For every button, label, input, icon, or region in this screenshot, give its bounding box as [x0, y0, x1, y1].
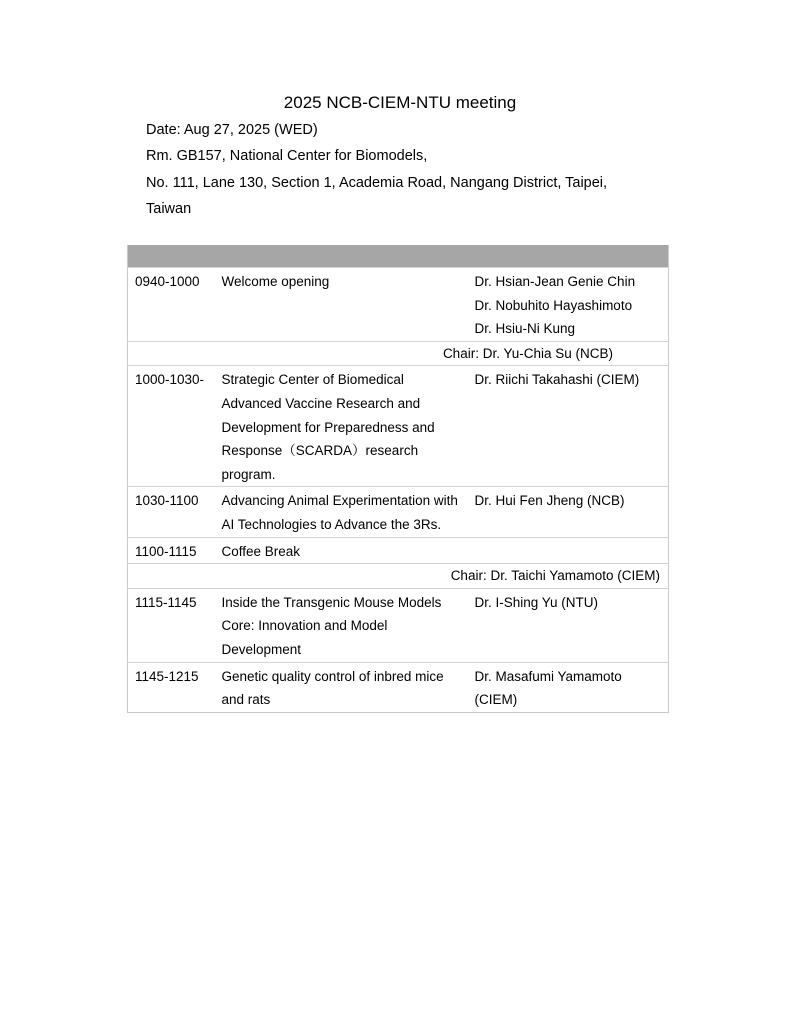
- title-line: program.: [221, 466, 276, 482]
- speaker-line: (CIEM): [474, 692, 518, 708]
- speaker-line: Dr. Masafumi Yamamoto: [474, 668, 622, 684]
- title-line: Response（SCARDA）research: [221, 443, 419, 459]
- session-time: 0940-1000: [128, 268, 215, 342]
- session-chair: Chair: Dr. Taichi Yamamoto (CIEM): [128, 564, 669, 589]
- meeting-address: No. 111, Lane 130, Section 1, Academia Road, Nangang District, Taipei,: [146, 175, 608, 191]
- table-row: [128, 268, 669, 342]
- title-line: Inside the Transgenic Mouse Models: [221, 594, 442, 610]
- title-line: Core: Innovation and Model: [221, 618, 388, 634]
- page-title: 2025 NCB-CIEM-NTU meeting: [283, 93, 517, 112]
- table-header-row: [128, 245, 669, 268]
- table-row: [128, 537, 669, 564]
- meeting-room: Rm. GB157, National Center for Biomodels,: [146, 148, 428, 164]
- speaker-line: Dr. Hsian-Jean Genie Chin: [474, 274, 636, 289]
- session-title: [215, 662, 468, 712]
- session-time: 1145-1215: [128, 662, 215, 712]
- speaker-line: Dr. Hsiu-Ni Kung: [474, 321, 576, 337]
- title-line: and rats: [221, 692, 271, 708]
- table-row: [128, 487, 669, 537]
- session-title: [215, 487, 468, 537]
- schedule-table: [127, 245, 669, 713]
- title-line: Development for Preparedness and: [221, 419, 435, 435]
- session-title: [215, 588, 468, 662]
- session-title: [215, 268, 468, 342]
- session-time: 1115-1145: [128, 588, 215, 662]
- table-row: [128, 588, 669, 662]
- title-line: Coffee Break: [221, 543, 301, 559]
- title-line: Advanced Vaccine Research and: [221, 395, 421, 411]
- session-time: 1000-1030-: [128, 366, 215, 487]
- session-title: [215, 366, 468, 487]
- session-chair: Chair: Dr. Yu-Chia Su (NCB): [128, 341, 669, 366]
- session-title: [215, 537, 468, 564]
- title-line: Strategic Center of Biomedical: [221, 372, 404, 388]
- speaker-line: Dr. I-Shing Yu (NTU): [474, 594, 599, 610]
- table-row: [128, 366, 669, 487]
- session-speaker: [468, 662, 669, 712]
- session-time: 1030-1100: [128, 487, 215, 537]
- speaker-line: Dr. Riichi Takahashi (CIEM): [474, 372, 640, 388]
- table-row: [128, 662, 669, 712]
- title-line: Advancing Animal Experimentation with: [221, 493, 458, 509]
- speaker-line: Dr. Hui Fen Jheng (NCB): [474, 493, 625, 509]
- speaker-line: Dr. Nobuhito Hayashimoto: [474, 297, 633, 313]
- title-line: Welcome opening: [221, 274, 330, 289]
- session-time: 1100-1115: [128, 537, 215, 564]
- session-speaker: [468, 366, 669, 487]
- meeting-date: Date: Aug 27, 2025 (WED): [146, 122, 318, 138]
- chair-row: [128, 341, 669, 366]
- session-speaker: [468, 487, 669, 537]
- chair-row: [128, 564, 669, 589]
- session-speaker: [468, 268, 669, 342]
- title-line: Development: [221, 641, 302, 657]
- session-speaker: [468, 588, 669, 662]
- title-line: Genetic quality control of inbred mice: [221, 668, 444, 684]
- session-speaker: [468, 537, 669, 564]
- meeting-address-country: Taiwan: [146, 201, 192, 217]
- title-line: AI Technologies to Advance the 3Rs.: [221, 516, 442, 532]
